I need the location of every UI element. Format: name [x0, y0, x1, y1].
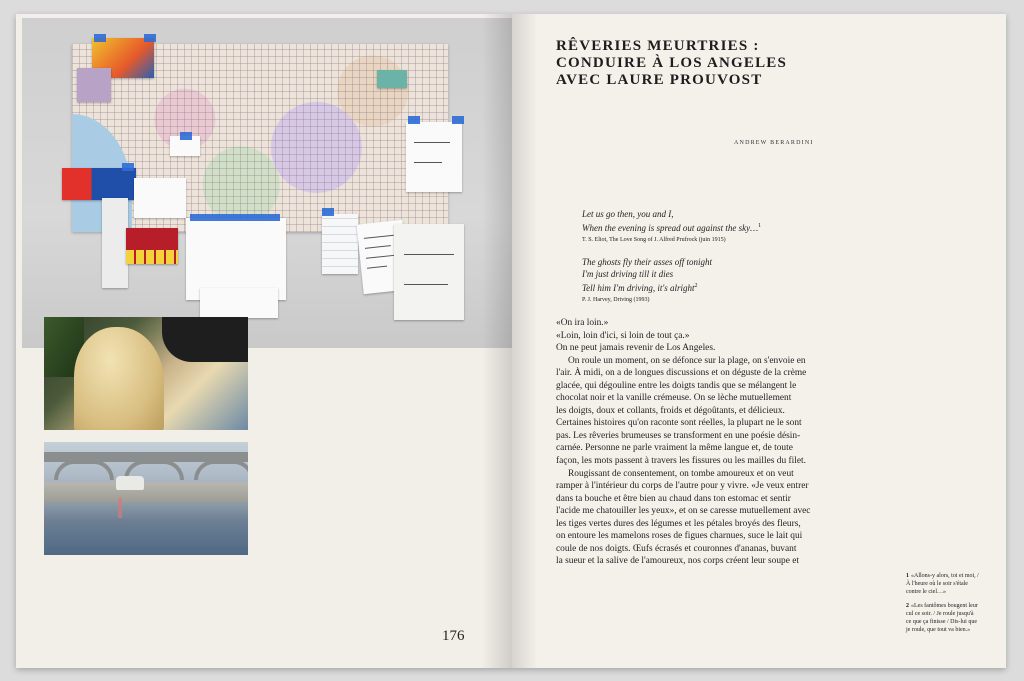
- car: [116, 476, 144, 490]
- title-line-1: RÊVERIES MEURTRIES :: [556, 38, 760, 54]
- right-page: [512, 14, 1006, 668]
- epigraph-line: Let us go then, you and I,: [582, 209, 674, 219]
- hair-shape: [74, 327, 164, 430]
- tape-strip: [190, 214, 280, 221]
- arm-shape: [162, 317, 248, 362]
- tape: [94, 34, 106, 42]
- diagram-sheet: [394, 224, 464, 320]
- tape: [122, 163, 134, 171]
- paper-sheet: [134, 178, 186, 218]
- body-line: coule de nos doigts. Œufs écrasés et couronnes d'ananas, buvant: [556, 543, 797, 554]
- body-line: les doigts, doux et collants, froids et dégoûtants, et délicieux.: [556, 405, 785, 416]
- river-levee: [44, 482, 248, 502]
- footnote: [906, 572, 980, 596]
- body-line: On roule un moment, on se défonce sur la plage, on s'envoie en: [568, 355, 806, 366]
- blonde-hair-photo: [44, 317, 248, 430]
- footnote-number: 1: [906, 573, 909, 579]
- tape: [322, 208, 334, 216]
- la-river-photo: [44, 442, 248, 555]
- page-number: 176: [442, 628, 465, 644]
- tape: [144, 34, 156, 42]
- title-line-3: AVEC LAURE PROUVOST: [556, 72, 763, 88]
- footnote: [906, 602, 980, 634]
- bridge-arch: [54, 460, 114, 480]
- body-line: «Loin, loin d'ici, si loin de tout ça.»: [556, 330, 690, 341]
- tape: [452, 116, 464, 124]
- purple-card: [77, 68, 111, 102]
- tape: [408, 116, 420, 124]
- title-line-2: CONDUIRE À LOS ANGELES: [556, 55, 788, 71]
- author-name: ANDREW BERARDINI: [734, 140, 814, 146]
- footnote-number: 2: [906, 603, 909, 609]
- article-body: [556, 317, 814, 568]
- epigraph-citation: P. J. Harvey, Driving (1993): [582, 297, 650, 303]
- gutter-shadow: [512, 14, 538, 668]
- map-collage-photo: [22, 18, 512, 348]
- postcard: [377, 70, 407, 88]
- body-line: on entoure les mamelons roses de figues charnues, suce le lait qui: [556, 531, 803, 542]
- footnotes: [906, 572, 980, 640]
- body-line: Rougissant de consentement, on tombe amoureux et on veut: [568, 468, 794, 479]
- body-line: glacée, qui dégouline entre les doigts tandis que se mélangent le: [556, 380, 797, 391]
- epigraph-line: When the evening is spread out against the sky…$^1$: [582, 223, 762, 233]
- left-page: [16, 14, 512, 668]
- body-line: pas. Les rêveries brumeuses se transforment en une poésie désin-: [556, 430, 801, 441]
- body-line: ramper à l'intérieur du corps de l'autre pour y vivre. «Je veux entrer: [556, 481, 809, 492]
- epigraph-citation: T. S. Eliot, The Love Song of J. Alfred Prufrock (juin 1915): [582, 237, 726, 243]
- epigraph-line: I'm just driving till it dies: [582, 269, 674, 279]
- body-line: la sueur et la salive de l'amoureux, nos corps créent leur soupe et: [556, 556, 800, 567]
- torn-strip: [102, 198, 128, 288]
- cash-flyer: [62, 168, 136, 200]
- paper-sheet-lower: [200, 288, 278, 318]
- body-line: chocolat noir et la vanille crémeuse. On se lèche mutuellement: [556, 393, 792, 404]
- body-line: l'acide me chatouiller les yeux», et on se caresse mutuellement avec: [556, 506, 811, 517]
- footnote-text: «Les fantômes bougent leur cul ce soir. / Je roule jusqu'à ce que ça finisse / Dis-lui que je roule, que tout va bien.»: [906, 603, 978, 633]
- body-line: carnée. Personne ne parle vraiment la même langue et, de toute: [556, 443, 793, 454]
- body-line: «On ira loin.»: [556, 318, 609, 328]
- footnote-mark: 2: [694, 283, 698, 289]
- body-line: Certaines histoires qu'on raconte sont réelles, la plupart ne le sont: [556, 418, 802, 429]
- magazine-spread: [16, 14, 1006, 668]
- article-title: [556, 38, 856, 89]
- body-line: les tiges vertes dures des légumes et les pétales broyés des fleurs,: [556, 518, 801, 529]
- body-line: façon, les mots passent à travers les fissures ou les mailles du filet.: [556, 456, 806, 467]
- tape: [180, 132, 192, 140]
- epigraph-line: Tell him I'm driving, it's alright$^2$: [582, 283, 698, 293]
- tail-light-reflection: [118, 498, 122, 518]
- footnote-text: «Allons-y alors, toi et moi, / À l'heure où le soir s'étale contre le ciel…»: [906, 573, 979, 595]
- epigraph-harvey: [582, 256, 842, 305]
- red-flyer: [126, 228, 178, 264]
- body-line: On ne peut jamais revenir de Los Angeles.: [556, 343, 716, 354]
- bridge-arch: [194, 460, 248, 480]
- epigraph-eliot: [582, 208, 842, 245]
- body-line: l'air. À midi, on a de longues discussions et on déguste de la crème: [556, 368, 807, 379]
- sketch-note: [406, 122, 462, 192]
- body-line: dans ta bouche et être bien au chaud dans ton estomac et sentir: [556, 493, 791, 504]
- footnote-mark: 1: [758, 223, 762, 229]
- lined-note: [322, 214, 358, 274]
- epigraph-line: The ghosts fly their asses off tonight: [582, 257, 713, 267]
